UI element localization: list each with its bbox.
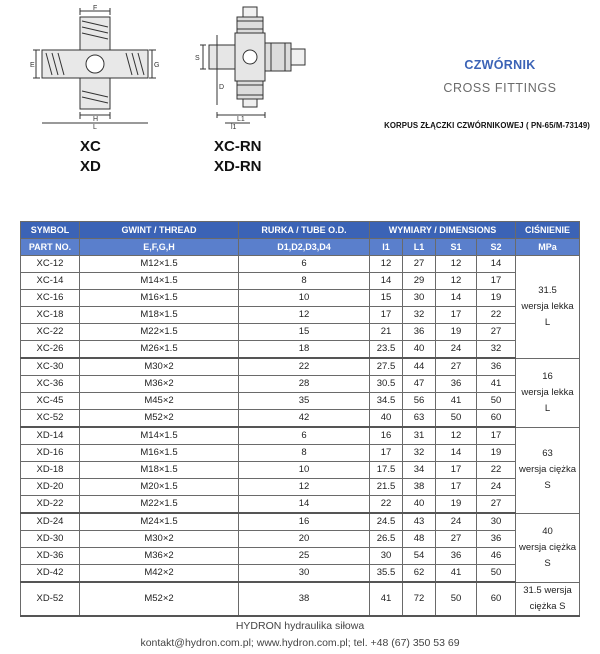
cell-tube: 16 [239,513,370,531]
footer-company: HYDRON hydraulika siłowa [235,620,365,632]
cell-tube: 35 [239,393,370,410]
table-row [21,582,580,616]
table-header-row-1 [21,222,580,239]
table-row [21,479,580,496]
cell-S1: 19 [436,324,477,341]
cell-S1: 12 [436,256,477,273]
cell-symbol: XC-14 [21,273,80,290]
table-row [21,531,580,548]
cell-tube: 6 [239,427,370,445]
cell-L1: 48 [403,531,436,548]
table-row [21,273,580,290]
table-row [21,307,580,324]
cell-thread: M22×1.5 [80,324,239,341]
cell-l1: 40 [370,410,403,428]
cell-l1: 30 [370,548,403,565]
header-s2: S2 [477,239,516,256]
cell-symbol: XC-52 [21,410,80,428]
cell-S2: 41 [477,376,516,393]
cell-l1: 26.5 [370,531,403,548]
cell-L1: 38 [403,479,436,496]
table-row [21,548,580,565]
cell-S1: 19 [436,496,477,514]
cell-L1: 40 [403,496,436,514]
cell-thread: M18×1.5 [80,462,239,479]
cell-L1: 43 [403,513,436,531]
cell-thread: M22×1.5 [80,496,239,514]
cell-L1: 36 [403,324,436,341]
cell-thread: M18×1.5 [80,307,239,324]
header-tube: RURKA / TUBE O.D. [239,222,370,239]
header-symbol: SYMBOL [21,222,80,239]
cell-S1: 12 [436,427,477,445]
svg-text:H: H [93,116,99,123]
cell-S1: 27 [436,358,477,376]
cell-l1: 21 [370,324,403,341]
cell-thread: M42×2 [80,565,239,583]
cell-S1: 24 [436,513,477,531]
cell-l1: 35.5 [370,565,403,583]
cell-L1: 40 [403,341,436,359]
table-header-row-2 [21,239,580,256]
cell-thread: M45×2 [80,393,239,410]
cell-pressure-group [516,427,580,513]
svg-text:F: F [93,5,98,12]
cell-tube: 28 [239,376,370,393]
cell-S2: 50 [477,565,516,583]
cell-tube: 42 [239,410,370,428]
cell-tube: 14 [239,496,370,514]
svg-text:L: L [93,124,97,130]
pressure-text: wersja ciężka [519,541,577,553]
cell-tube: 8 [239,445,370,462]
header-l1-small: l1 [370,239,403,256]
cell-l1: 17 [370,307,403,324]
standard-reference: KORPUS ZŁĄCZKI CZWÓRNIKOWEJ ( PN-65/M-73149) [384,121,590,130]
cell-S2: 30 [477,513,516,531]
cell-L1: 27 [403,256,436,273]
cell-thread: M30×2 [80,531,239,548]
cell-S2: 46 [477,548,516,565]
cell-S2: 32 [477,341,516,359]
cell-L1: 30 [403,290,436,307]
svg-text:D: D [219,84,225,91]
cell-thread: M16×1.5 [80,290,239,307]
pressure-text: L [544,316,551,328]
cell-thread: M52×2 [80,582,239,616]
cell-S1: 24 [436,341,477,359]
cell-S2: 17 [477,273,516,290]
cell-symbol: XC-36 [21,376,80,393]
cell-L1: 54 [403,548,436,565]
cell-thread: M20×1.5 [80,479,239,496]
svg-text:l1: l1 [231,124,237,130]
header-l1: L1 [403,239,436,256]
cell-S2: 60 [477,410,516,428]
cell-S2: 22 [477,307,516,324]
cell-symbol: XD-14 [21,427,80,445]
table-row [21,462,580,479]
header-pressure: CIŚNIENIE [516,222,580,239]
pressure-text: S [544,480,551,491]
cell-tube: 10 [239,290,370,307]
page-title: CZWÓRNIK [464,58,536,72]
cell-symbol: XC-18 [21,307,80,324]
pressure-text: wersja lekka [521,300,574,312]
cell-S1: 50 [436,410,477,428]
cell-symbol: XD-30 [21,531,80,548]
cell-L1: 34 [403,462,436,479]
cell-symbol: XD-42 [21,565,80,583]
svg-text:G: G [154,62,160,69]
cell-S1: 36 [436,548,477,565]
cell-tube: 38 [239,582,370,616]
cell-S2: 36 [477,358,516,376]
cell-l1: 41 [370,582,403,616]
cell-S1: 17 [436,462,477,479]
svg-text:E: E [30,62,35,69]
cell-thread: M14×1.5 [80,427,239,445]
spec-table [20,221,580,617]
cell-S2: 17 [477,427,516,445]
cell-tube: 10 [239,462,370,479]
cell-l1: 34.5 [370,393,403,410]
cell-S2: 60 [477,582,516,616]
cell-thread: M52×2 [80,410,239,428]
cell-S2: 24 [477,479,516,496]
cell-symbol: XD-24 [21,513,80,531]
cell-S2: 19 [477,290,516,307]
table-row [21,410,580,428]
cell-l1: 22 [370,496,403,514]
cell-S2: 22 [477,462,516,479]
table-row [21,358,580,376]
cell-thread: M24×1.5 [80,513,239,531]
cell-symbol: XC-45 [21,393,80,410]
cell-l1: 15 [370,290,403,307]
pressure-text: 16 [542,370,553,382]
svg-text:L1: L1 [237,116,245,123]
drawings-area [0,0,330,200]
header-part-no: PART NO. [21,239,80,256]
cell-S2: 27 [477,496,516,514]
cell-pressure-group [516,513,580,582]
cell-S1: 41 [436,565,477,583]
cell-L1: 47 [403,376,436,393]
cell-tube: 25 [239,548,370,565]
header-thread-letters: E,F,G,H [80,239,239,256]
cell-S1: 12 [436,273,477,290]
cell-l1: 14 [370,273,403,290]
cell-S2: 27 [477,324,516,341]
cell-l1: 30.5 [370,376,403,393]
spec-table-body [21,256,580,617]
cell-thread: M16×1.5 [80,445,239,462]
cell-l1: 27.5 [370,358,403,376]
cell-l1: 17 [370,445,403,462]
header-mpa: MPa [516,239,580,256]
drawing-label-xd: XD [80,158,101,175]
pressure-text: 31.5 wersja [523,584,572,596]
cell-thread: M30×2 [80,358,239,376]
cell-S2: 19 [477,445,516,462]
pressure-text: 40 [542,525,553,537]
drawing-label-xc: XC [80,138,101,155]
cell-tube: 6 [239,256,370,273]
cell-pressure-group [516,582,580,616]
cell-S1: 17 [436,307,477,324]
cross-fitting-drawing-rn [195,5,315,130]
cell-symbol: XD-16 [21,445,80,462]
page-subtitle: CROSS FITTINGS [443,81,557,95]
pressure-text: S [544,557,551,569]
cell-symbol: XC-26 [21,341,80,359]
cell-pressure-group [516,256,580,359]
table-row [21,513,580,531]
table-row [21,496,580,514]
table-row [21,393,580,410]
table-row [21,565,580,583]
cell-L1: 31 [403,427,436,445]
header-thread: GWINT / THREAD [80,222,239,239]
cell-L1: 32 [403,307,436,324]
cell-symbol: XD-52 [21,582,80,616]
cell-l1: 23.5 [370,341,403,359]
cell-l1: 16 [370,427,403,445]
cell-l1: 17.5 [370,462,403,479]
pressure-text: 31.5 [538,284,557,296]
pressure-text: ciężka S [529,600,566,612]
cell-symbol: XC-16 [21,290,80,307]
cell-l1: 24.5 [370,513,403,531]
header-dimensions: WYMIARY / DIMENSIONS [370,222,516,239]
table-row [21,256,580,273]
table-row [21,376,580,393]
cell-thread: M12×1.5 [80,256,239,273]
cell-symbol: XC-30 [21,358,80,376]
table-row [21,341,580,359]
cell-symbol: XD-18 [21,462,80,479]
cell-S1: 17 [436,479,477,496]
footer-contact: kontakt@hydron.com.pl; www.hydron.com.pl; tel. +48 (67) 350 53 69 [140,637,460,649]
cell-S1: 50 [436,582,477,616]
cell-tube: 12 [239,479,370,496]
cell-L1: 62 [403,565,436,583]
header-tube-letters: D1,D2,D3,D4 [239,239,370,256]
drawing-label-xc-rn: XC-RN [214,138,262,155]
pressure-text: wersja ciężka [519,464,577,475]
cell-pressure-group [516,358,580,427]
cell-S1: 14 [436,290,477,307]
cell-symbol: XC-12 [21,256,80,273]
cell-S2: 50 [477,393,516,410]
cell-symbol: XC-22 [21,324,80,341]
table-row [21,290,580,307]
cell-tube: 22 [239,358,370,376]
pressure-text: L [544,402,551,414]
cell-S1: 14 [436,445,477,462]
cell-thread: M36×2 [80,376,239,393]
cell-l1: 21.5 [370,479,403,496]
cell-L1: 72 [403,582,436,616]
cell-L1: 29 [403,273,436,290]
cross-fitting-drawing-xc-xd [30,5,160,130]
cell-thread: M36×2 [80,548,239,565]
cell-tube: 15 [239,324,370,341]
header-s1: S1 [436,239,477,256]
table-row [21,445,580,462]
cell-L1: 44 [403,358,436,376]
cell-tube: 18 [239,341,370,359]
cell-l1: 12 [370,256,403,273]
cell-S1: 27 [436,531,477,548]
cell-S1: 36 [436,376,477,393]
cell-symbol: XD-36 [21,548,80,565]
svg-text:S: S [195,55,200,62]
cell-symbol: XD-20 [21,479,80,496]
table-row [21,324,580,341]
cell-L1: 56 [403,393,436,410]
cell-S2: 36 [477,531,516,548]
cell-symbol: XD-22 [21,496,80,514]
pressure-text: 63 [542,448,553,459]
cell-tube: 8 [239,273,370,290]
cell-L1: 32 [403,445,436,462]
cell-thread: M26×1.5 [80,341,239,359]
cell-L1: 63 [403,410,436,428]
cell-thread: M14×1.5 [80,273,239,290]
cell-tube: 20 [239,531,370,548]
pressure-text: wersja lekka [521,386,574,398]
table-row [21,427,580,445]
cell-S2: 14 [477,256,516,273]
drawing-label-xd-rn: XD-RN [214,158,262,175]
cell-tube: 30 [239,565,370,583]
cell-tube: 12 [239,307,370,324]
cell-S1: 41 [436,393,477,410]
